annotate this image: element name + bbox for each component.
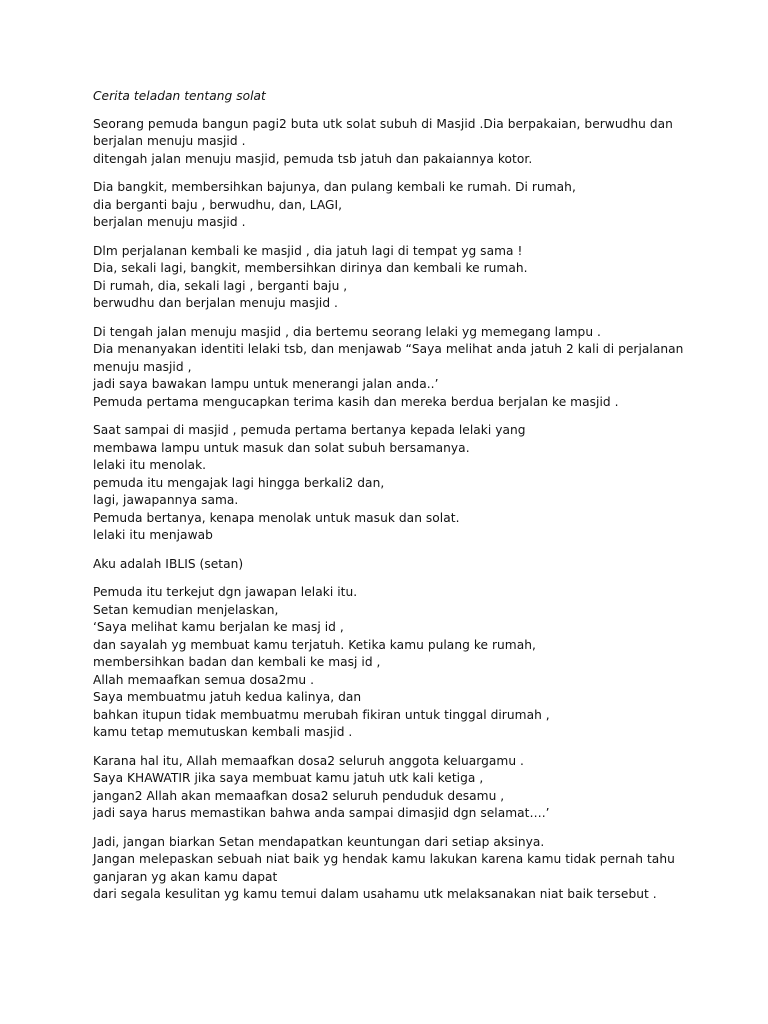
text-line: Pemuda bertanya, kenapa menolak untuk masuk dan solat. <box>93 510 460 525</box>
text-line: Di tengah jalan menuju masjid , dia bertemu seorang lelaki yg memegang lampu . <box>93 324 601 339</box>
text-line: Dia menanyakan identiti lelaki tsb, dan menjawab “Saya melihat anda jatuh 2 kali di perjalanan <box>93 342 684 356</box>
text-line: Karana hal itu, Allah memaafkan dosa2 seluruh anggota keluargamu . <box>93 753 524 768</box>
text-line: Dia bangkit, membersihkan bajunya, dan pulang kembali ke rumah. Di rumah, <box>93 180 576 194</box>
text-line: Jadi, jangan biarkan Setan mendapatkan keuntungan dari setiap aksinya. <box>93 834 545 849</box>
paragraph <box>93 753 693 823</box>
text-line: lagi, jawapannya sama. <box>93 493 239 507</box>
text-line: ditengah jalan menuju masjid, pemuda tsb jatuh dan pakaiannya kotor. <box>93 151 533 166</box>
paragraph-list <box>93 116 693 904</box>
document-body <box>93 88 693 915</box>
text-line: Aku adalah IBLIS (setan) <box>93 556 244 571</box>
text-line: ganjaran yg akan kamu dapat <box>93 869 278 884</box>
paragraph <box>93 584 693 742</box>
text-line: kamu tetap memutuskan kembali masjid . <box>93 725 353 739</box>
paragraph <box>93 243 693 313</box>
paragraph <box>93 422 693 545</box>
text-line: berjalan menuju masjid . <box>93 134 246 148</box>
text-line: Jangan melepaskan sebuah niat baik yg hendak kamu lakukan karena kamu tidak pernah tahu <box>93 852 675 866</box>
text-line: jangan2 Allah akan memaafkan dosa2 seluruh penduduk desamu , <box>93 788 505 803</box>
text-line: berwudhu dan berjalan menuju masjid . <box>93 296 338 310</box>
paragraph <box>93 324 693 412</box>
text-line: menuju masjid , <box>93 359 192 374</box>
paragraph <box>93 179 693 232</box>
text-line: Setan kemudian menjelaskan, <box>93 602 279 617</box>
text-line: membersihkan badan dan kembali ke masj id , <box>93 655 381 669</box>
text-line: berjalan menuju masjid . <box>93 215 246 229</box>
text-line: lelaki itu menolak. <box>93 458 207 472</box>
text-line: Di rumah, dia, sekali lagi , berganti baju , <box>93 278 348 293</box>
text-line: Dia, sekali lagi, bangkit, membersihkan dirinya dan kembali ke rumah. <box>93 261 528 275</box>
text-line: dan sayalah yg membuat kamu terjatuh. Ketika kamu pulang ke rumah, <box>93 637 536 652</box>
text-line: membawa lampu untuk masuk dan solat subuh bersamanya. <box>93 440 470 455</box>
paragraph <box>93 116 693 169</box>
text-line: lelaki itu menjawab <box>93 528 213 542</box>
text-line: jadi saya bawakan lampu untuk menerangi jalan anda..’ <box>93 377 439 391</box>
text-line: Saya KHAWATIR jika saya membuat kamu jatuh utk kali ketiga , <box>93 771 484 785</box>
text-line: Dlm perjalanan kembali ke masjid , dia jatuh lagi di tempat yg sama ! <box>93 243 523 258</box>
text-line: Seorang pemuda bangun pagi2 buta utk solat subuh di Masjid .Dia berpakaian, berwudhu dan <box>93 116 673 131</box>
text-line: bahkan itupun tidak membuatmu merubah fikiran untuk tinggal dirumah , <box>93 707 550 722</box>
text-line: Saya membuatmu jatuh kedua kalinya, dan <box>93 690 362 704</box>
text-line: pemuda itu mengajak lagi hingga berkali2 dan, <box>93 475 385 490</box>
text-line: Pemuda itu terkejut dgn jawapan lelaki itu. <box>93 585 358 599</box>
text-line: Saat sampai di masjid , pemuda pertama bertanya kepada lelaki yang <box>93 423 526 437</box>
document-title: Cerita teladan tentang solat <box>93 89 266 103</box>
text-line: Pemuda pertama mengucapkan terima kasih dan mereka berdua berjalan ke masjid . <box>93 394 619 409</box>
text-line: Allah memaafkan semua dosa2mu . <box>93 672 315 687</box>
paragraph <box>93 556 693 574</box>
text-line: dia berganti baju , berwudhu, dan, LAGI, <box>93 197 343 212</box>
text-line: ‘Saya melihat kamu berjalan ke masj id , <box>93 620 344 634</box>
paragraph <box>93 834 693 904</box>
text-line: dari segala kesulitan yg kamu temui dalam usahamu utk melaksanakan niat baik tersebut . <box>93 887 657 901</box>
text-line: jadi saya harus memastikan bahwa anda sampai dimasjid dgn selamat….’ <box>93 806 550 820</box>
